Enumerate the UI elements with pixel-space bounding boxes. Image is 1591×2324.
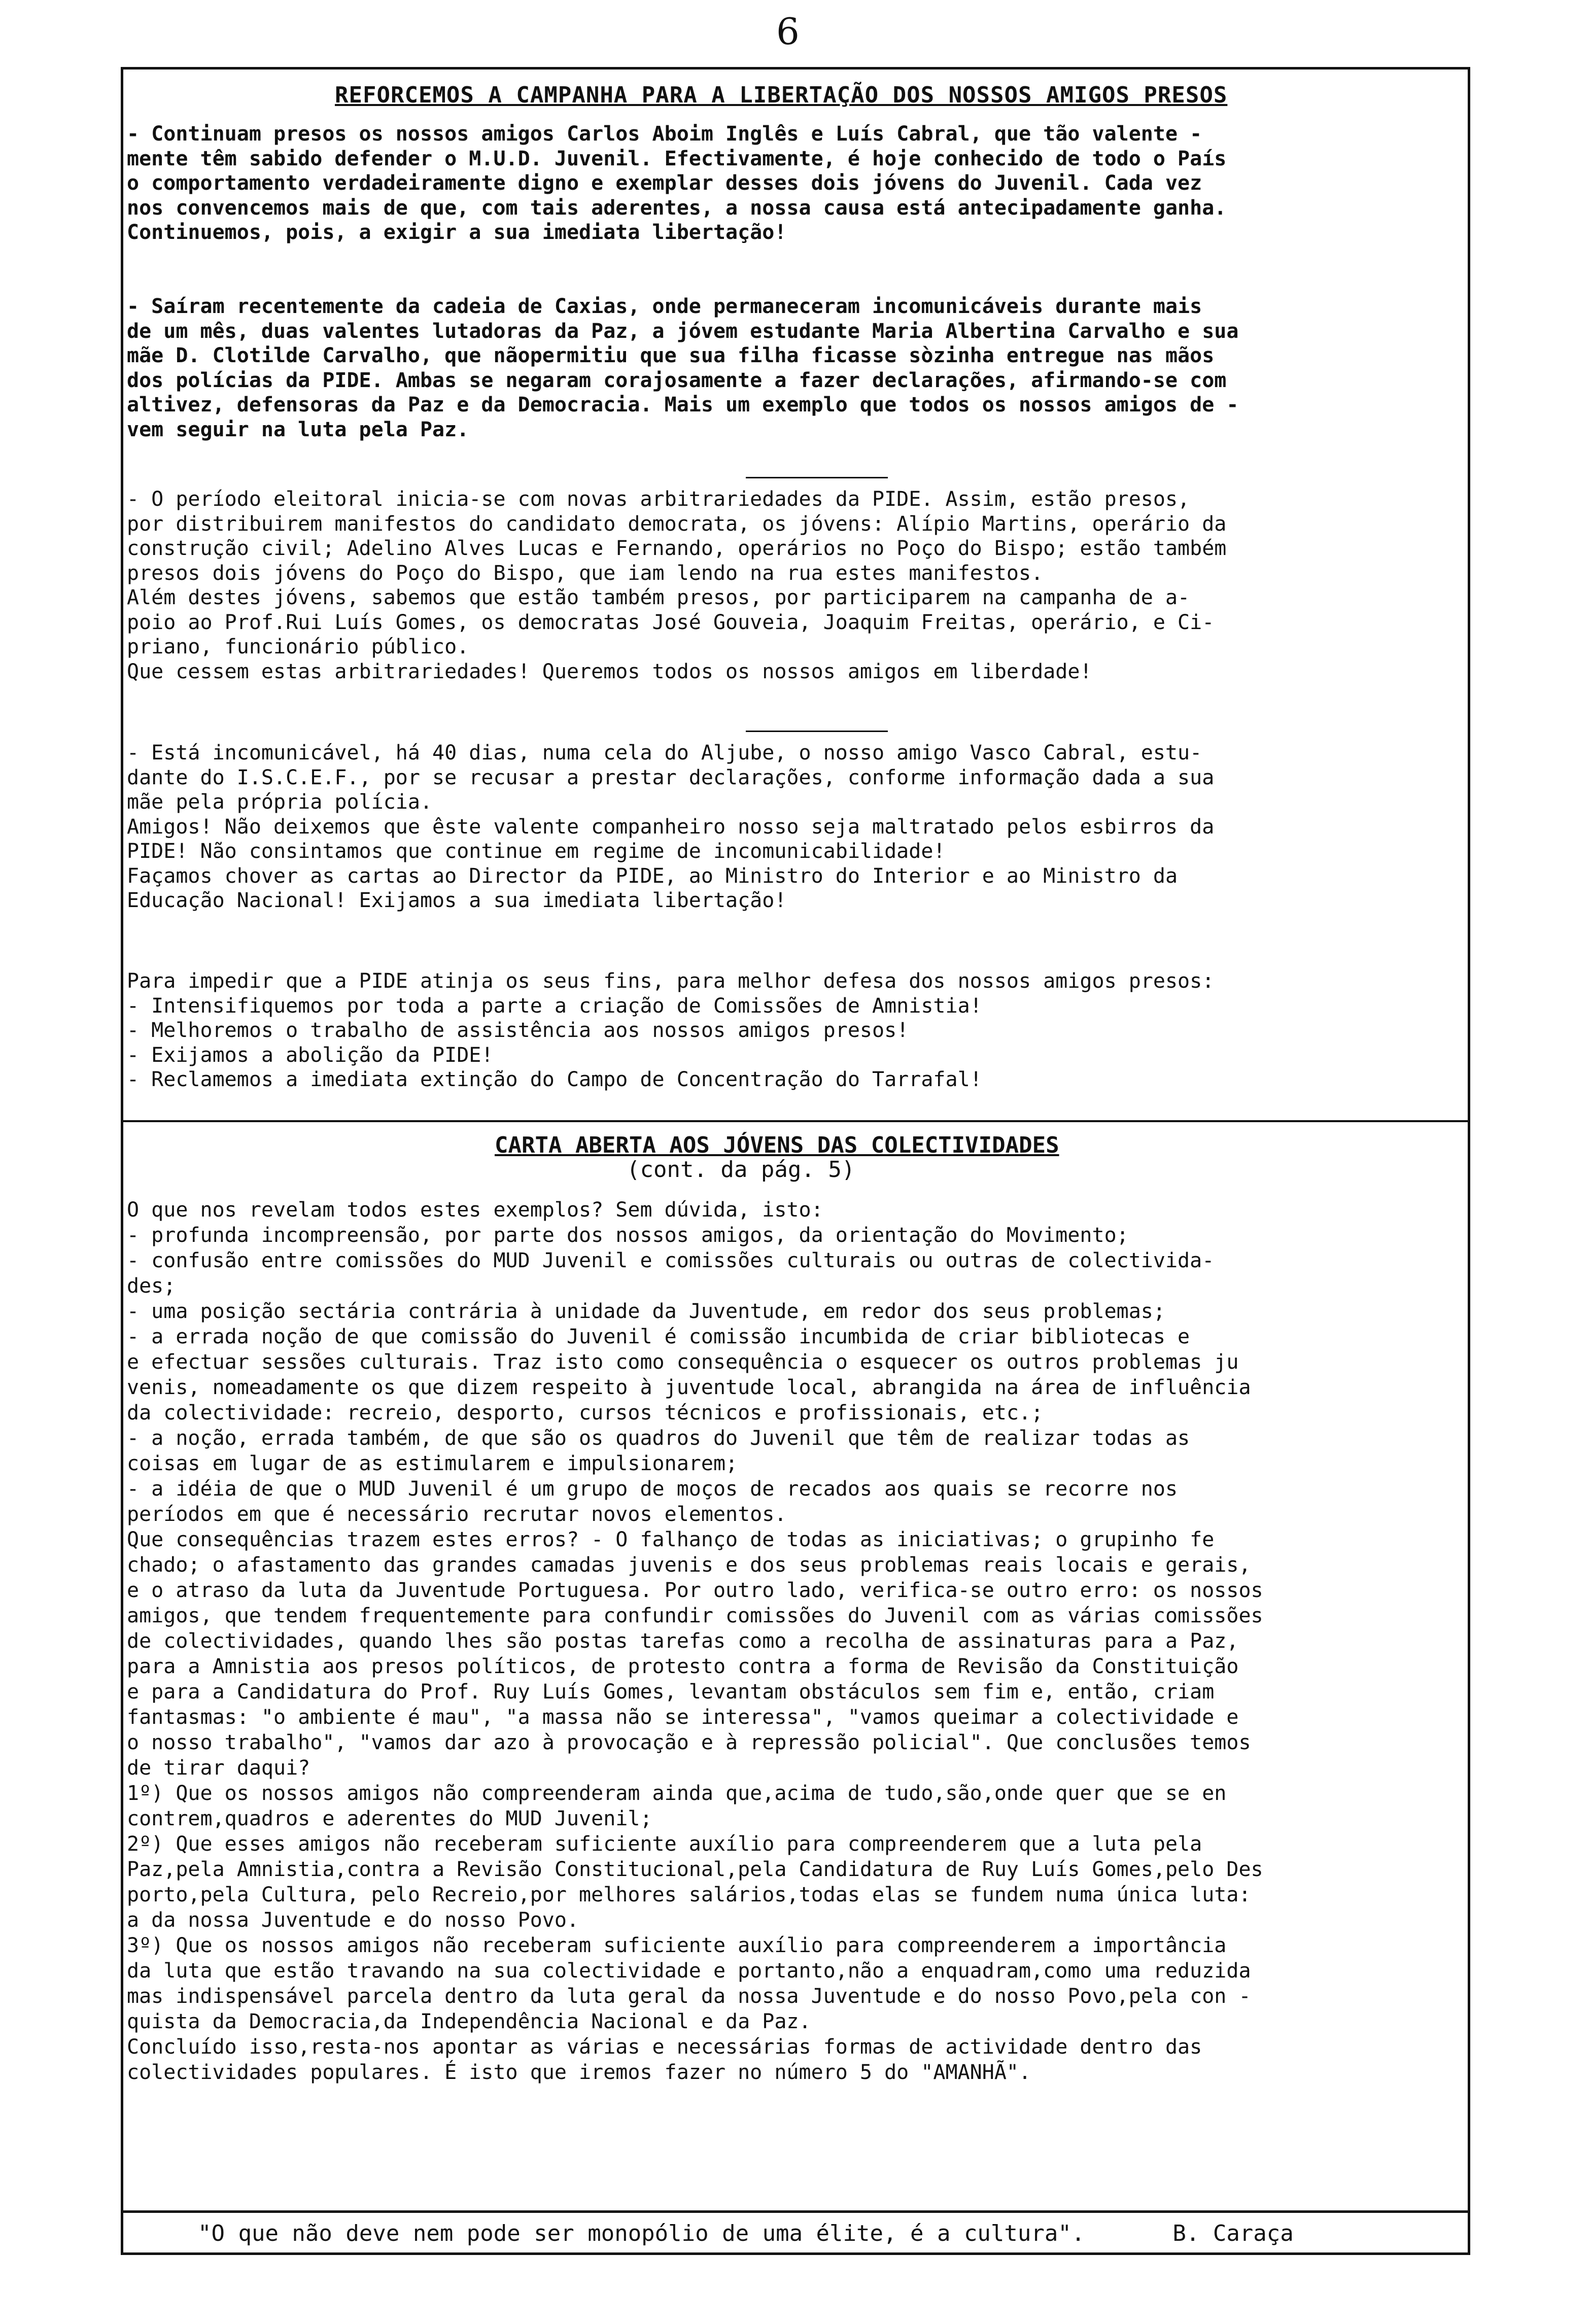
text-line: O que nos revelam todos estes exemplos? Sem dúvida, isto: — [127, 1198, 823, 1222]
text-line: poio ao Prof.Rui Luís Gomes, os democratas José Gouveia, Joaquim Freitas, operário, e Ci- — [127, 610, 1215, 634]
text-line: porto,pela Cultura, pelo Recreio,por melhores salários,todas elas se fundem numa única luta: — [127, 1883, 1251, 1906]
text-line: - a idéia de que o MUD Juvenil é um grupo de moços de recados aos quais se recorre nos — [127, 1477, 1178, 1501]
text-line: PIDE! Não consintamos que continue em regime de incomunicabilidade! — [127, 840, 946, 863]
separator-rule — [746, 477, 888, 478]
text-line: Que cessem estas arbitrariedades! Queremos todos os nossos amigos em liberdade! — [127, 660, 1092, 683]
text-line: fantasmas: "o ambiente é mau", "a massa não se interessa", "vamos queimar a colectividade e — [127, 1706, 1239, 1729]
text-line: da luta que estão travando na sua colectividade e portanto,não a enquadram,como uma reduzida — [127, 1959, 1251, 1983]
text-line: Façamos chover as cartas ao Director da PIDE, ao Ministro do Interior e ao Ministro da — [127, 864, 1178, 888]
separator-rule — [746, 731, 888, 732]
text-line: - Reclamemos a imediata extinção do Campo de Concentração do Tarrafal! — [127, 1068, 982, 1091]
footer-quote-line — [198, 2221, 1294, 2246]
text-line: construção civil; Adelino Alves Lucas e Fernando, operários no Poço do Bispo; estão também — [127, 537, 1227, 560]
paragraph-presos — [127, 122, 1461, 245]
text-line: da colectividade: recreio, desporto, cursos técnicos e profissionais, etc.; — [127, 1401, 1044, 1425]
footer-top-rule — [121, 2210, 1470, 2213]
text-line: des; — [127, 1274, 176, 1298]
text-line: Educação Nacional! Exijamos a sua imediata libertação! — [127, 889, 787, 912]
text-line: - Exijamos a abolição da PIDE! — [127, 1043, 494, 1067]
text-line: mãe D. Clotilde Carvalho, que nãopermitiu que sua filha ficasse sòzinha entregue nas mãos — [127, 344, 1215, 367]
text-line: mãe pela própria polícia. — [127, 790, 433, 814]
frame-right-rule — [1468, 67, 1470, 2253]
text-line: de colectividades, quando lhes são postas tarefas como a recolha de assinaturas para a Paz, — [127, 1629, 1239, 1653]
text-line: contrem,quadros e aderentes do MUD Juvenil; — [127, 1807, 652, 1830]
text-line: Paz,pela Amnistia,contra a Revisão Constitucional,pela Candidatura de Ruy Luís Gomes,pelo Des — [127, 1858, 1263, 1881]
text-line: de tirar daqui? — [127, 1756, 310, 1780]
text-line: vem seguir na luta pela Paz. — [127, 418, 469, 441]
text-line: nos convencemos mais de que, com tais aderentes, a nossa causa está antecipadamente ganha. — [127, 196, 1227, 220]
paragraph-periodo-eleitoral — [127, 487, 1461, 684]
text-line: - uma posição sectária contrária à unidade da Juventude, em redor dos seus problemas; — [127, 1300, 1165, 1323]
text-line: períodos em que é necessário recrutar novos elementos. — [127, 1503, 787, 1526]
text-line: venis, nomeadamente os que dizem respeito à juventude local, abrangida na área de influência — [127, 1376, 1251, 1399]
text-line: Além destes jóvens, sabemos que estão também presos, por participarem na campanha de a- — [127, 586, 1190, 609]
text-line: dante do I.S.C.E.F., por se recusar a prestar declarações, conforme informação dada a sua — [127, 766, 1215, 789]
text-line: mente têm sabido defender o M.U.D. Juvenil. Efectivamente, é hoje conhecido de todo o País — [127, 147, 1227, 170]
text-line: e efectuar sessões culturais. Traz isto como consequência o esquecer os outros problemas ju — [127, 1350, 1239, 1374]
text-line: o nosso trabalho", "vamos dar azo à provocação e à repressão policial". Que conclusões temos — [127, 1731, 1251, 1754]
text-line: - a noção, errada também, de que são os quadros do Juvenil que têm de realizar todas as — [127, 1427, 1190, 1450]
paragraph-caxias — [127, 294, 1461, 442]
paragraph-aljube — [127, 741, 1461, 913]
text-line: 1º) Que os nossos amigos não compreenderam ainda que,acima de tudo,são,onde quer que se en — [127, 1782, 1227, 1805]
text-line: Concluído isso,resta-nos apontar as várias e necessárias formas de actividade dentro das — [127, 2035, 1202, 2059]
text-line: - confusão entre comissões do MUD Juvenil e comissões culturais ou outras de colectivida- — [127, 1249, 1215, 1272]
footer-quote: "O que não deve nem pode ser monopólio de uma élite, é a cultura". — [198, 2221, 1085, 2246]
text-line: amigos, que tendem frequentemente para confundir comissões do Juvenil com as várias comissões — [127, 1604, 1263, 1627]
frame-left-rule — [121, 67, 123, 2253]
text-line: coisas em lugar de as estimularem e impulsionarem; — [127, 1452, 738, 1475]
text-line: Amigos! Não deixemos que êste valente companheiro nosso seja maltratado pelos esbirros da — [127, 815, 1215, 839]
text-line: presos dois jóvens do Poço do Bispo, que iam lendo na rua estes manifestos. — [127, 561, 1044, 585]
text-line: o comportamento verdadeiramente digno e exemplar desses dois jóvens do Juvenil. Cada vez — [127, 171, 1202, 195]
text-line: 3º) Que os nossos amigos não receberam suficiente auxílio para compreenderem a importância — [127, 1934, 1227, 1957]
text-line: - Melhoremos o trabalho de assistência aos nossos amigos presos! — [127, 1019, 909, 1042]
text-line: - a errada noção de que comissão do Juvenil é comissão incumbida de criar bibliotecas e — [127, 1325, 1190, 1348]
section-divider — [121, 1120, 1470, 1122]
page-number: 6 — [776, 10, 800, 53]
footer-author: B. Caraça — [1172, 2221, 1294, 2246]
section-title-carta-aberta: CARTA ABERTA AOS JÓVENS DAS COLECTIVIDADES — [495, 1132, 1059, 1158]
text-line: - profunda incompreensão, por parte dos nossos amigos, da orientação do Movimento; — [127, 1224, 1129, 1247]
text-line: Para impedir que a PIDE atinja os seus fins, para melhor defesa dos nossos amigos presos: — [127, 969, 1215, 993]
text-line: - Está incomunicável, há 40 dias, numa cela do Aljube, o nosso amigo Vasco Cabral, estu- — [127, 741, 1202, 765]
section-subtitle-continuation: (cont. da pág. 5) — [627, 1157, 855, 1183]
carta-aberta-body — [127, 1197, 1461, 2085]
text-line: - Saíram recentemente da cadeia de Caxias, onde permaneceram incomunicáveis durante mais — [127, 295, 1202, 318]
text-line: chado; o afastamento das grandes camadas juvenis e dos seus problemas reais locais e gerais, — [127, 1553, 1251, 1577]
text-line: - Continuam presos os nossos amigos Carlos Aboim Inglês e Luís Cabral, que tão valente - — [127, 122, 1202, 146]
text-line: por distribuirem manifestos do candidato democrata, os jóvens: Alípio Martins, operário da — [127, 512, 1227, 536]
text-line: - O período eleitoral inicia-se com novas arbitrariedades da PIDE. Assim, estão presos, — [127, 488, 1190, 511]
text-line: e para a Candidatura do Prof. Ruy Luís Gomes, levantam obstáculos sem fim e, então, criam — [127, 1680, 1215, 1704]
text-line: 2º) Que esses amigos não receberam suficiente auxílio para compreenderem que a luta pela — [127, 1832, 1202, 1856]
section-title-campanha: REFORCEMOS A CAMPANHA PARA A LIBERTAÇÃO DOS NOSSOS AMIGOS PRESOS — [335, 82, 1228, 108]
text-line: Que consequências trazem estes erros? - O falhanço de todas as iniciativas; o grupinho fe — [127, 1528, 1215, 1551]
text-line: para a Amnistia aos presos políticos, de protesto contra a forma de Revisão da Constituição — [127, 1655, 1239, 1678]
text-line: priano, funcionário público. — [127, 635, 469, 658]
text-line: dos polícias da PIDE. Ambas se negaram corajosamente a fazer declarações, afirmando-se com — [127, 368, 1227, 392]
paragraph-reclamacoes — [127, 969, 1461, 1092]
text-line: e o atraso da luta da Juventude Portuguesa. Por outro lado, verifica-se outro erro: os nossos — [127, 1579, 1263, 1602]
footer-bottom-rule — [121, 2252, 1470, 2255]
text-line: altivez, defensoras da Paz e da Democracia. Mais um exemplo que todos os nossos amigos de - — [127, 393, 1239, 417]
text-line: Continuemos, pois, a exigir a sua imediata libertação! — [127, 221, 787, 244]
text-line: - Intensifiquemos por toda a parte a criação de Comissões de Amnistia! — [127, 994, 982, 1018]
text-line: a da nossa Juventude e do nosso Povo. — [127, 1909, 579, 1932]
text-line: mas indispensável parcela dentro da luta geral da nossa Juventude e do nosso Povo,pela con - — [127, 1985, 1251, 2008]
frame-top-rule — [121, 67, 1470, 70]
text-line: de um mês, duas valentes lutadoras da Paz, a jóvem estudante Maria Albertina Carvalho e sua — [127, 319, 1239, 343]
text-line: colectividades populares. É isto que iremos fazer no número 5 do "AMANHÃ". — [127, 2061, 1031, 2084]
text-line: quista da Democracia,da Independência Nacional e da Paz. — [127, 2010, 811, 2033]
